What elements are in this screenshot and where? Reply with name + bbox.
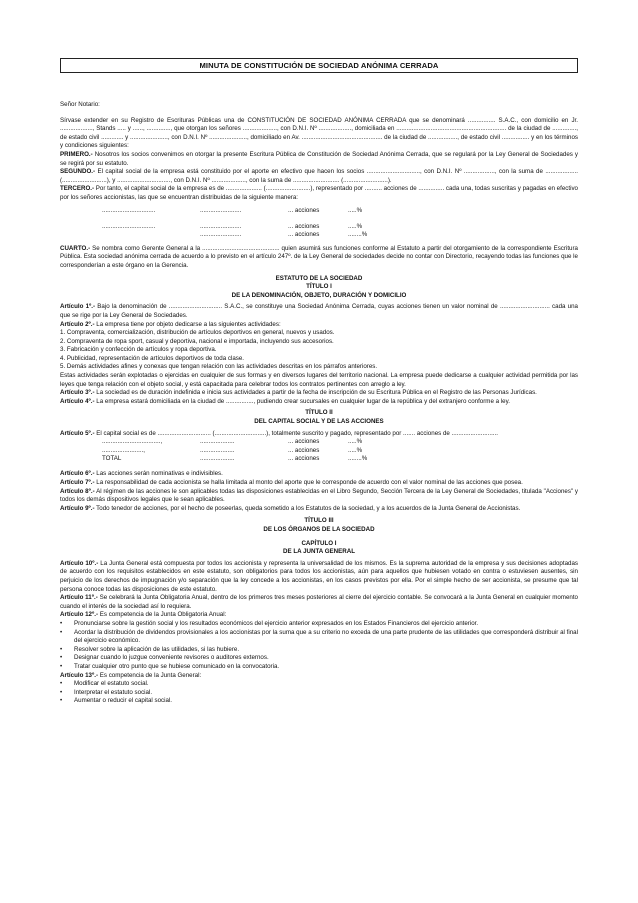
- list-item: • Pronunciarse sobre la gestión social y los resultados económicos del ejercicio anterior expresados en los Estados Financieros del ejercicio anterior.: [60, 619, 479, 627]
- list-item: • Designar cuando lo juzgue conveniente revisores o auditores externos.: [60, 654, 269, 662]
- list-item: 2. Compraventa de ropa sport, casual y deportiva, nacional e importada, incluyendo sus accesorios.: [60, 337, 334, 345]
- activities-note: Estas actividades serán explotadas o ejercidas en cualquier de sus formas y en diversos lugares del territorio nacional. La empresa puede dedicarse a cualquier actividad permitida por las leyes que tenga relación con el objeto social, y está capacitada para celebrar todos los contratos pertinentes con arreglo a ley.: [60, 372, 578, 388]
- article-9: Artículo 9º.- Todo tenedor de acciones, por el hecho de poseerlas, queda sometido a los Estatutos de la sociedad, y a los acuerdos de la Junta General de Accionistas.: [60, 504, 521, 512]
- bullet-icon: •: [60, 680, 63, 688]
- section-heading: TÍTULO II: [305, 409, 333, 417]
- clause-cuarto: CUARTO.- Se nombra como Gerente General a la ............................................. quien asumirá sus funciones conforme al Estatuto a partir del otorgamiento de la correspondiente Escritura Pública. Esta sociedad anónima cerrada de acuerdo a lo previsto en el artículo 247º. de la Ley General de sociedades decide no contar con Directorio, recayendo todas las funciones que le corresponderían a este órgano en la Gerencia.: [60, 244, 578, 269]
- table-row: ............................... ........................ ... acciones .....%: [102, 222, 363, 230]
- article-3: Artículo 3º.- La sociedad es de duración indefinida e inicia sus actividades a partir de la fecha de inscripción de su Escritura Pública en el Registro de las Personas Jurídicas.: [60, 389, 537, 397]
- salutation: Señor Notario:: [60, 101, 100, 108]
- table-row: ........................, .................... ... acciones .....%: [102, 446, 363, 454]
- article-6: Artículo 6º.- Las acciones serán nominativas e indivisibles.: [60, 470, 223, 478]
- list-item: 4. Publicidad, representación de artículos deportivos de toda clase.: [60, 354, 245, 362]
- article-2: Artículo 2º.- La empresa tiene por objeto dedicarse a las siguientes actividades:: [60, 320, 281, 328]
- bullet-icon: •: [60, 619, 63, 627]
- article-7: Artículo 7º.- La responsabilidad de cada accionista se halla limitada al monto del aporte que le corresponde de acuerdo con el valor nominal de las acciones que posea.: [60, 479, 523, 487]
- clause-primero: PRIMERO.- Nosotros los socios convenimos en otorgar la presente Escritura Pública de Constitución de Sociedad Anónima Cerrada, que se regulará por la Ley General de Sociedades y se regirá por su estatuto.: [60, 150, 578, 167]
- section-heading: CAPÍTULO I: [301, 539, 337, 547]
- share-distribution-table: [60, 207, 578, 240]
- clause-segundo: SEGUNDO.- El capital social de la empresa está constituido por el aporte en efectivo que hacen los socios ..............................., con D.N.I. Nº .................., con la suma de ................... (..........................), y ..............................., con D.N.I. Nº ...................., con la suma de ........................... (..........................).: [60, 168, 578, 184]
- article-5: Artículo 5º.- El capital social es de ............................... (..............................), totalmente suscrito y pagado, representado por ....... acciones de ...........................: [60, 429, 498, 437]
- article-4: Artículo 4º.- La empresa estará domiciliada en la ciudad de ................, pudiendo crear sucursales en cualquier lugar de la república y del extranjero conforme a ley.: [60, 397, 510, 405]
- section-heading: TÍTULO I: [306, 283, 332, 291]
- list-item: 3. Fabricación y confección de artículos y ropa deportiva.: [60, 346, 217, 354]
- list-item: 1. Compraventa, comercialización, distribución de artículos deportivos en general, nuevos y usados.: [60, 329, 335, 337]
- article-8: Artículo 8º.- Al régimen de las acciones le son aplicables todas las disposiciones establecidas en el Libro Segundo, Sección Tercera de la Ley General de Sociedades, titulada "Acciones" y todos los demás dispositivos legales que le sean aplicables.: [60, 487, 578, 504]
- article-13: Artículo 13º.- Es competencia de la Junta General:: [60, 671, 202, 679]
- section-heading: DE LA DENOMINACIÓN, OBJETO, DURACIÓN Y DOMICILIO: [231, 291, 407, 299]
- table-row: .................................., .................... ... acciones .....%: [102, 438, 363, 446]
- section-heading: DE LOS ÓRGANOS DE LA SOCIEDAD: [263, 526, 375, 533]
- section-heading: ESTATUTO DE LA SOCIEDAD: [275, 274, 363, 282]
- bullet-icon: •: [60, 654, 63, 662]
- bullet-icon: •: [60, 688, 63, 696]
- list-item: • Tratar cualquier otro punto que se hubiese comunicado en la convocatoria.: [60, 662, 280, 670]
- bullet-icon: •: [60, 662, 63, 670]
- table-row: TOTAL .................... ... acciones ........%: [102, 455, 368, 463]
- article-11: Artículo 11º.- Se celebrará la Junta Obligatoria Anual, dentro de los primeros tres meses posteriores al cierre del ejercicio contable. Se convocará a la Junta General en cualquier momento cuando el interés de la sociedad así lo requiera.: [60, 594, 578, 610]
- table-row: ............................... ........................ ... acciones .....%: [102, 206, 363, 214]
- bullet-icon: •: [60, 645, 63, 653]
- list-item: • Aumentar o reducir el capital social.: [60, 697, 173, 705]
- list-item: • Modificar el estatuto social.: [60, 680, 149, 688]
- bullet-icon: •: [60, 697, 63, 705]
- article-12: Artículo 12º.- Es competencia de la Junta Obligatoria Anual:: [60, 611, 227, 619]
- article-1: Artículo 1º.- Bajo la denominación de ............................... S.A.C., se constituye una Sociedad Anónima Cerrada, cuyas acciones tienen un valor nominal de ............................. cada una que se rige por la Ley General de Sociedades.: [60, 303, 578, 319]
- intro-paragraph: Sírvase extender en su Registro de Escrituras Públicas una de CONSTITUCIÓN DE SOCIEDAD ANÓNIMA CERRADA que se denominará ................ S.A.C., con domicilio en Jr. ..................., Stands ..... y ......, .............., que otorgan los señores ...................., con D.N.I. Nº ..................., domiciliada en ................................................................ de la ciudad de .............., de estado civil ............. y ......................, con D.N.I. Nº ......................, domiciliado en Av. ............................................... de la ciudad de ................., de estado civil ................ y en los términos y condiciones siguientes:: [60, 116, 578, 150]
- list-item: • Resolver sobre la aplicación de las utilidades, si las hubiere.: [60, 645, 240, 653]
- bullet-icon: •: [60, 628, 63, 636]
- section-heading: DEL CAPITAL SOCIAL Y DE LAS ACCIONES: [254, 418, 384, 426]
- document-page: [60, 58, 578, 706]
- clause-tercero: TERCERO.- Por tanto, el capital social de la empresa es de ..................... (..........................), representado por .......... acciones de ............... cada una, todas suscritas y pagadas en efectivo por los señores accionistas, las que se encuentran distribuidas de la siguiente manera:: [60, 185, 578, 201]
- section-heading: DE LA JUNTA GENERAL: [283, 548, 355, 556]
- section-heading: TÍTULO III: [304, 517, 334, 525]
- table-row: ........................ ... acciones ........%: [200, 231, 368, 239]
- article-10: Artículo 10º.- La Junta General está compuesta por todos los accionista y representa la universalidad de los mismos. Es la suprema autoridad de la empresa y sus decisiones adoptadas de acuerdo con los requisitos establecidos en este estatuto, son obligatorios para todos los accionistas, aún para aquellos que hubiesen votado en contra o estuviesen ausentes, sin perjuicio de los derechos de impugnación y/o separación que la ley concede a los accionistas, en los casos previstos por ella. Por el simple hecho de ser accionista, se presume que tal persona conoce todas las disposiciones de este estatuto.: [60, 559, 578, 593]
- capital-distribution-table: [60, 438, 578, 463]
- list-item: 5. Demás actividades afines y conexas que tengan relación con las actividades descritas en los párrafos anteriores.: [60, 363, 378, 371]
- list-item: • Interpretar el estatuto social.: [60, 688, 153, 696]
- list-item: • Acordar la distribución de dividendos provisionales a los accionistas por la suma que a su criterio no exceda de una parte prudente de las utilidades que corresponderá distribuir al final del ejercicio económico.: [60, 628, 578, 645]
- document-title: MINUTA DE CONSTITUCIÓN DE SOCIEDAD ANÓNIMA CERRADA: [60, 58, 578, 73]
